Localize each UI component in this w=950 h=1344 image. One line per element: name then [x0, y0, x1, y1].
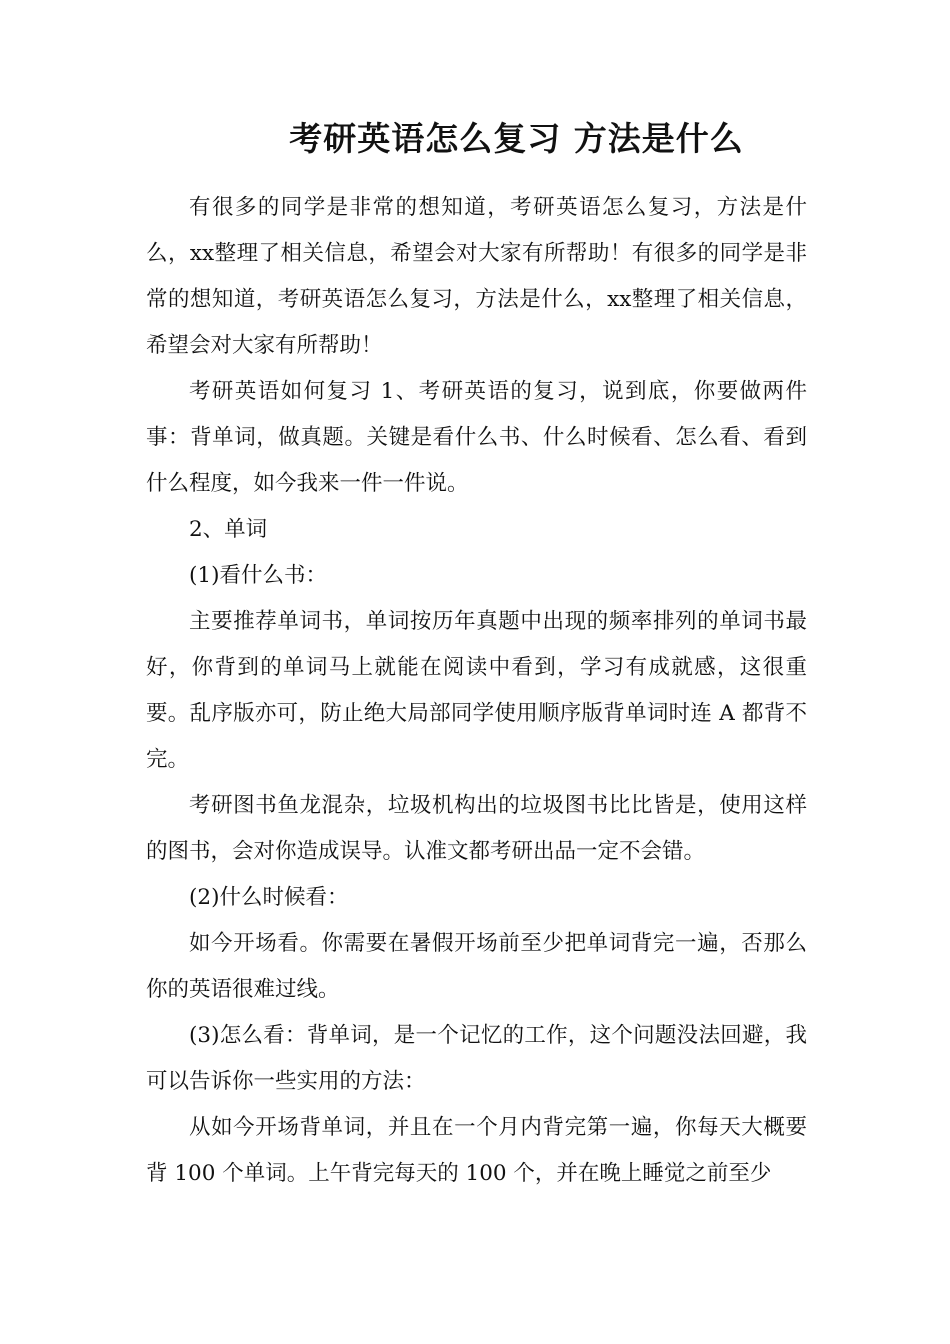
- paragraph-how-to-review: 考研英语如何复习 1、考研英语的复习，说到底，你要做两件事：背单词，做真题。关键是看什么书、什么时候看、怎么看、看到什么程度，如今我来一件一件说。: [146, 378, 807, 496]
- paragraph-book-recommendation: 主要推荐单词书，单词按历年真题中出现的频率排列的单词书最好，你背到的单词马上就能在阅读中看到，学习有成就感，这很重要。乱序版亦可，防止绝大局部同学使用顺序版背单词时连 A 都背不完。: [146, 608, 807, 772]
- paragraph-book-warning: 考研图书鱼龙混杂，垃圾机构出的垃圾图书比比皆是，使用这样的图书，会对你造成误导。认准文都考研出品一定不会错。: [146, 792, 807, 864]
- subheading-how-to-read: (3)怎么看：背单词，是一个记忆的工作，这个问题没法回避，我可以告诉你一些实用的方法：: [146, 1022, 807, 1094]
- section-heading-vocabulary: 2、单词: [189, 516, 268, 542]
- subheading-when-to-read: (2)什么时候看：: [189, 884, 349, 910]
- subheading-which-books: (1)看什么书：: [189, 562, 327, 588]
- document-title: 考研英语怎么复习 方法是什么: [289, 119, 744, 158]
- paragraph-intro: 有很多的同学是非常的想知道，考研英语怎么复习，方法是什么，xx整理了相关信息，希望会对大家有所帮助！有很多的同学是非常的想知道，考研英语怎么复习，方法是什么，xx整理了相关信息，希望会对大家有所帮助！: [146, 194, 807, 358]
- paragraph-daily-plan: 从如今开场背单词，并且在一个月内背完第一遍，你每天大概要背 100 个单词。上午背完每天的 100 个，并在晚上睡觉之前至少: [146, 1114, 807, 1186]
- paragraph-when-to-read: 如今开场看。你需要在暑假开场前至少把单词背完一遍，否那么你的英语很难过线。: [146, 930, 807, 1002]
